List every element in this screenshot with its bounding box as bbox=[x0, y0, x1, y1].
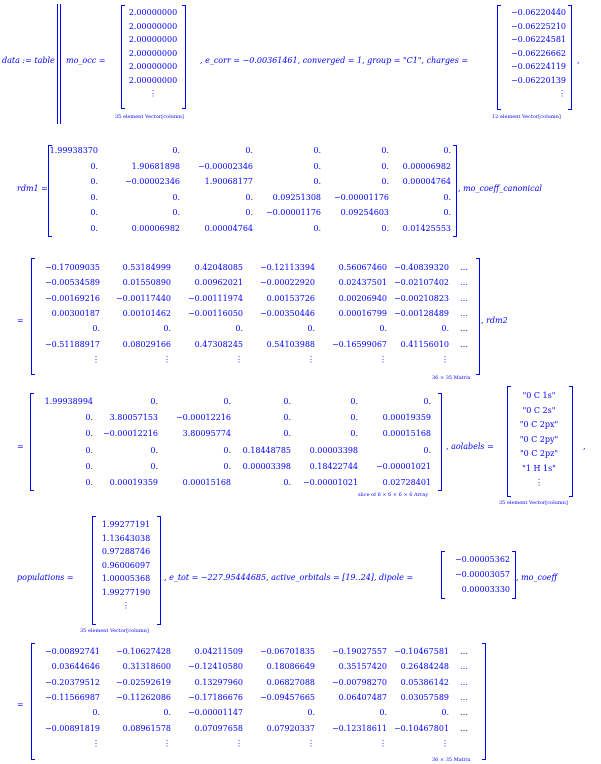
mo-occ-bracket-left bbox=[121, 5, 125, 109]
rdm1-cell: 1.90681898 bbox=[131, 161, 180, 171]
mo-coeff-cell: 0.13297960 bbox=[194, 677, 243, 687]
dipole-vector bbox=[446, 552, 510, 597]
canonical-cell: −0.00350446 bbox=[259, 308, 315, 318]
charges-entry: −0.06220139 bbox=[510, 75, 566, 85]
rdm2-cell: 3.80095774 bbox=[182, 429, 231, 439]
rdm1-cell: 0. bbox=[381, 223, 389, 233]
canonical-cell: −0.00128489 bbox=[393, 308, 449, 318]
rdm1-cell: −0.00001176 bbox=[265, 208, 321, 217]
canonical-cell: −0.00117440 bbox=[115, 293, 171, 303]
canonical-cell: … bbox=[460, 278, 468, 288]
canonical-cell: 0.54103988 bbox=[266, 339, 315, 349]
canonical-equals: = bbox=[17, 316, 24, 325]
mo-coeff-cell: 0. bbox=[163, 708, 171, 718]
rdm2-cell: 0.00015168 bbox=[182, 478, 231, 487]
mo-occ-bracket-right bbox=[182, 5, 186, 109]
rdm1-cell: 0. bbox=[90, 208, 98, 217]
rdm2-cell: 0. bbox=[350, 397, 358, 406]
mo-coeff-cell: 0.07097658 bbox=[194, 723, 243, 733]
rdm2-cell: 0.18448785 bbox=[242, 445, 291, 455]
mo-coeff-cell: 0.03057589 bbox=[400, 692, 449, 702]
populations-bracket-right bbox=[157, 516, 161, 625]
canonical-cell: … bbox=[460, 324, 468, 334]
canonical-cell: −0.00116050 bbox=[187, 308, 243, 318]
mo-coeff-cell: 0. bbox=[92, 708, 100, 718]
rdm1-cell: 1.99938370 bbox=[49, 146, 98, 155]
rdm2-cell: 0. bbox=[223, 461, 231, 471]
rdm1-cell: 0. bbox=[313, 223, 321, 233]
aolabel-entry: "0 C 2py" bbox=[519, 434, 559, 444]
mo-coeff-cell: −0.10467801 bbox=[393, 723, 449, 733]
rdm1-cell: 0. bbox=[90, 223, 98, 233]
rdm1-bracket-right bbox=[453, 145, 457, 237]
rdm2-cell: 0. bbox=[150, 461, 158, 471]
charges-vector bbox=[502, 6, 566, 101]
mo-coeff-cell: 0.31318600 bbox=[122, 662, 171, 672]
etot-active-orbitals-dipole-text: , e_tot = −227.95444685, active_orbitals = [19..24], dipole = bbox=[164, 573, 414, 582]
mo-occ-entry: 2.00000000 bbox=[128, 62, 178, 71]
mo-coeff-cell: … bbox=[460, 647, 468, 656]
rdm2-caption: slice of 6 × 6 × 6 × 6 Array bbox=[358, 492, 429, 498]
rdm1-cell: 0. bbox=[381, 161, 389, 171]
rdm2-cell: 0.18422744 bbox=[309, 461, 358, 471]
canonical-cell: 0. bbox=[163, 324, 171, 334]
mo-coeff-cell: −0.06701835 bbox=[259, 647, 315, 656]
rdm1-cell: −0.00002346 bbox=[124, 177, 180, 186]
mo-occ-entry: 2.00000000 bbox=[128, 8, 178, 17]
canonical-cell: 0.00962021 bbox=[194, 278, 243, 288]
population-entry: 1.13643038 bbox=[101, 533, 151, 543]
charges-entry: ⋮ bbox=[558, 89, 566, 98]
mo-coeff-cell: 0.03644646 bbox=[51, 662, 100, 672]
rdm1-cell: 0. bbox=[172, 146, 180, 155]
rdm1-cell: 0. bbox=[245, 208, 253, 217]
charges-entry: −0.06220440 bbox=[510, 8, 566, 17]
rdm1-cell: 0.09251308 bbox=[272, 192, 321, 202]
rdm2-cell: 0. bbox=[350, 429, 358, 439]
mo-coeff-cell: … bbox=[460, 708, 468, 718]
population-entry: ⋮ bbox=[122, 601, 130, 610]
rdm1-cell: 0.00004764 bbox=[402, 177, 451, 186]
charges-bracket-left bbox=[497, 5, 501, 110]
mo-coeff-cell: 0.18086649 bbox=[266, 662, 315, 672]
mo-coeff-cell: … bbox=[460, 677, 468, 687]
mo-coeff-cell: −0.19027557 bbox=[331, 647, 387, 656]
aolabels-label: , aolabels = bbox=[446, 442, 494, 451]
mo-coeff-cell: … bbox=[460, 692, 468, 702]
rdm2-trailing-comma: , bbox=[583, 442, 586, 451]
dipole-entry: 0.00003330 bbox=[461, 585, 510, 594]
rdm2-cell: 0. bbox=[85, 413, 93, 423]
aolabel-entry: "0 C 2px" bbox=[519, 420, 559, 429]
e-corr-converged-group-text: , e_corr = −0.00361461, converged = 1, group = "C1", charges = bbox=[200, 56, 469, 65]
canonical-cell: ⋮ bbox=[235, 354, 243, 364]
rdm2-cell: 1.99938994 bbox=[44, 397, 93, 406]
canonical-cell: ⋮ bbox=[307, 354, 315, 364]
canonical-cell: 0. bbox=[307, 324, 315, 334]
mo-coeff-cell: ⋮ bbox=[307, 738, 315, 748]
canonical-cell: 0.47308245 bbox=[194, 339, 243, 349]
populations-vector bbox=[97, 518, 155, 613]
mo-coeff-cell: −0.10627428 bbox=[115, 647, 171, 656]
canonical-cell: −0.00111974 bbox=[187, 293, 243, 303]
rdm2-cell: 0. bbox=[283, 413, 291, 423]
rdm1-cell: −0.00002346 bbox=[197, 161, 253, 171]
rdm1-cell: 0. bbox=[90, 192, 98, 202]
canonical-cell: ⋮ bbox=[92, 354, 100, 364]
mo-coeff-cell: ⋮ bbox=[92, 738, 100, 748]
rdm2-equals: = bbox=[17, 442, 24, 451]
mo-occ-caption: 35 element Vector[column] bbox=[115, 114, 184, 120]
rdm1-cell: 0. bbox=[381, 177, 389, 186]
canonical-cell: −0.00534589 bbox=[44, 278, 100, 288]
canonical-cell: ⋮ bbox=[163, 354, 171, 364]
mo-occ-entry: 2.00000000 bbox=[128, 35, 178, 44]
aolabel-entry: "0 C 2s" bbox=[522, 405, 556, 415]
rdm1-cell: 0. bbox=[313, 161, 321, 171]
mo-coeff-cell: ⋮ bbox=[441, 738, 449, 748]
mo-coeff-cell: −0.10467581 bbox=[393, 647, 449, 656]
rdm1-cell: 0. bbox=[443, 146, 451, 155]
mo-coeff-cell: 0.06407487 bbox=[338, 692, 387, 702]
rdm2-bracket-right bbox=[438, 393, 442, 491]
rdm1-cell: 0.01425553 bbox=[402, 223, 451, 233]
rdm2-cell: 0.00003398 bbox=[242, 461, 291, 471]
mo-coeff-cell: 0.08961578 bbox=[122, 723, 171, 733]
rdm1-cell: 0.00006982 bbox=[131, 223, 180, 233]
population-entry: 1.99277190 bbox=[101, 587, 151, 597]
rdm2-cell: 0. bbox=[283, 478, 291, 487]
dipole-entry: −0.00005362 bbox=[454, 555, 510, 564]
populations-label: populations = bbox=[17, 573, 74, 582]
mo-coeff-cell: 0.35157420 bbox=[338, 662, 387, 672]
canonical-bracket-right bbox=[476, 258, 480, 375]
mo-occ-entry: 2.00000000 bbox=[128, 48, 178, 58]
canonical-cell: 0.08029166 bbox=[122, 339, 171, 349]
canonical-cell: 0.01550890 bbox=[122, 278, 171, 288]
mo-coeff-cell: ⋮ bbox=[235, 738, 243, 748]
rdm1-cell: 0. bbox=[313, 146, 321, 155]
canonical-cell: −0.00169216 bbox=[44, 293, 100, 303]
canonical-cell: … bbox=[460, 308, 468, 318]
dipole-entry: −0.00003057 bbox=[454, 570, 510, 579]
charges-entry: −0.06226662 bbox=[510, 48, 566, 58]
rdm2-cell: 0. bbox=[85, 461, 93, 471]
canonical-cell: 0.00206940 bbox=[338, 293, 387, 303]
mo-coeff-cell: −0.00001147 bbox=[187, 708, 243, 718]
canonical-cell: −0.02107402 bbox=[393, 278, 449, 288]
rdm2-cell: 0. bbox=[85, 478, 93, 487]
rdm1-cell: 0. bbox=[245, 192, 253, 202]
rdm1-cell: 0. bbox=[245, 146, 253, 155]
mo-coeff-cell: −0.12410580 bbox=[187, 662, 243, 672]
rdm1-cell: 0.00004764 bbox=[204, 223, 253, 233]
mo-coeff-cell: −0.00798270 bbox=[331, 677, 387, 687]
mo-coeff-cell: −0.12318611 bbox=[331, 723, 387, 733]
mo-coeff-cell: −0.00892741 bbox=[44, 647, 100, 656]
rdm1-cell: 0. bbox=[172, 192, 180, 202]
rdm2-cell: 0.00019359 bbox=[382, 413, 431, 423]
canonical-cell: 0.56067460 bbox=[338, 263, 387, 272]
canonical-cell: ⋮ bbox=[441, 354, 449, 364]
canonical-cell: 0.41156010 bbox=[400, 339, 449, 349]
table-bracket-left-inner bbox=[60, 4, 61, 124]
mo-coeff-canonical-label: , mo_coeff_canonical bbox=[458, 184, 542, 193]
mo-coeff-cell: −0.17186676 bbox=[187, 692, 243, 702]
mo-coeff-cell: −0.11262086 bbox=[115, 692, 171, 702]
mo-occ-label: mo_occ = bbox=[66, 56, 106, 65]
canonical-cell: −0.16599067 bbox=[331, 339, 387, 349]
charges-entry: −0.06225210 bbox=[510, 21, 566, 31]
rdm2-cell: 0. bbox=[85, 445, 93, 455]
rdm2-cell: 0. bbox=[223, 397, 231, 406]
charges-entry: −0.06224581 bbox=[510, 35, 566, 44]
charges-entry: −0.06224119 bbox=[510, 62, 566, 71]
canonical-caption: 36 × 35 Matrix bbox=[432, 375, 471, 381]
aolabels-vector bbox=[511, 389, 567, 491]
canonical-cell: 0.53184999 bbox=[122, 263, 171, 272]
canonical-cell: … bbox=[460, 339, 468, 349]
rdm2-cell: 0. bbox=[283, 429, 291, 439]
mo-coeff-cell: … bbox=[460, 723, 468, 733]
rdm1-cell: 0. bbox=[443, 192, 451, 202]
mo-coeff-cell: −0.20379512 bbox=[44, 677, 100, 687]
canonical-cell: 0. bbox=[235, 324, 243, 334]
mo-coeff-equals: = bbox=[17, 700, 24, 709]
rdm2-cell: 0. bbox=[150, 445, 158, 455]
population-entry: 0.96006097 bbox=[101, 560, 151, 570]
line1-trailing-comma: , bbox=[577, 56, 580, 65]
mo-coeff-cell: 0.07920337 bbox=[266, 723, 315, 733]
rdm2-cell: 0.02728401 bbox=[382, 478, 431, 487]
mo-coeff-bracket-right bbox=[482, 643, 486, 760]
canonical-cell: −0.40839320 bbox=[393, 263, 449, 272]
mo-coeff-cell: … bbox=[460, 662, 468, 672]
rdm1-cell: 0.09254603 bbox=[340, 208, 389, 217]
charges-bracket-right bbox=[568, 5, 572, 110]
rdm2-cell: 0. bbox=[350, 413, 358, 423]
aolabel-entry: ⋮ bbox=[535, 478, 543, 487]
mo-coeff-cell: 0.05386142 bbox=[400, 677, 449, 687]
rdm2-cell: −0.00001021 bbox=[375, 461, 431, 471]
populations-bracket-left bbox=[92, 516, 96, 625]
mo-coeff-cell: 0.04211509 bbox=[194, 647, 243, 656]
rdm2-label: , rdm2 bbox=[481, 316, 508, 325]
canonical-cell: 0.02437501 bbox=[338, 278, 387, 288]
rdm1-label: rdm1 = bbox=[17, 184, 48, 193]
rdm1-cell: 0. bbox=[172, 208, 180, 217]
canonical-cell: 0.00300187 bbox=[51, 308, 100, 318]
rdm1-cell: 0. bbox=[443, 208, 451, 217]
canonical-cell: −0.17009035 bbox=[44, 263, 100, 272]
rdm1-cell: 1.90068177 bbox=[204, 177, 253, 186]
rdm1-cell: 0. bbox=[90, 177, 98, 186]
canonical-cell: 0.42048085 bbox=[194, 263, 243, 272]
mo-occ-entry: ⋮ bbox=[149, 89, 157, 98]
aolabel-entry: "1 H 1s" bbox=[522, 463, 556, 473]
mo-occ-vector bbox=[127, 6, 179, 101]
canonical-cell: −0.51188917 bbox=[44, 339, 100, 349]
aolabels-caption: 35 element Vector[column] bbox=[499, 500, 568, 506]
mo-coeff-cell: 0. bbox=[441, 708, 449, 718]
rdm1-cell: −0.00001176 bbox=[333, 192, 389, 202]
aolabel-entry: "0 C 2pz" bbox=[519, 449, 559, 458]
canonical-cell: −0.00210823 bbox=[393, 293, 449, 303]
mo-coeff-cell: −0.11566987 bbox=[44, 692, 100, 702]
canonical-cell: … bbox=[460, 293, 468, 303]
mo-coeff-cell: ⋮ bbox=[163, 738, 171, 748]
rdm2-bracket-left bbox=[30, 393, 34, 491]
canonical-cell: −0.12113394 bbox=[259, 263, 315, 272]
charges-caption: 12 element Vector[column] bbox=[492, 114, 561, 120]
mo-occ-entry: 2.00000000 bbox=[128, 21, 178, 31]
mo-coeff-label: , mo_coeff bbox=[516, 573, 558, 582]
mo-occ-entry: 2.00000000 bbox=[128, 75, 178, 85]
rdm2-cell: 0. bbox=[223, 445, 231, 455]
canonical-cell: … bbox=[460, 263, 468, 272]
mo-coeff-cell: 0.26484248 bbox=[400, 662, 449, 672]
mo-coeff-cell: ⋮ bbox=[379, 738, 387, 748]
mo-coeff-cell: −0.02592619 bbox=[115, 677, 171, 687]
rdm2-cell: 0.00003398 bbox=[309, 445, 358, 455]
rdm1-cell: 0. bbox=[313, 177, 321, 186]
population-entry: 1.00005368 bbox=[101, 574, 151, 583]
rdm2-cell: 0.00015168 bbox=[382, 429, 431, 439]
canonical-cell: 0.00153726 bbox=[266, 293, 315, 303]
mo-coeff-cell: −0.00891819 bbox=[44, 723, 100, 733]
dipole-bracket-left bbox=[441, 551, 445, 599]
population-entry: 0.97288746 bbox=[101, 547, 151, 556]
populations-caption: 35 element Vector[column] bbox=[80, 628, 149, 634]
mo-coeff-cell: −0.09457665 bbox=[259, 692, 315, 702]
rdm2-cell: 0. bbox=[85, 429, 93, 439]
rdm2-cell: −0.00012216 bbox=[102, 429, 158, 439]
rdm1-cell: 0. bbox=[90, 161, 98, 171]
mo-coeff-cell: 0.06827088 bbox=[266, 677, 315, 687]
data-assignment-label: data := table bbox=[2, 56, 55, 65]
canonical-cell: 0.00101462 bbox=[122, 308, 171, 318]
mo-coeff-caption: 36 × 35 Matrix bbox=[432, 757, 471, 763]
population-entry: 1.99277191 bbox=[101, 520, 151, 529]
mo-coeff-cell: 0. bbox=[379, 708, 387, 718]
mo-coeff-cell: 0. bbox=[307, 708, 315, 718]
aolabel-entry: "0 C 1s" bbox=[522, 391, 556, 400]
rdm2-cell: −0.00001021 bbox=[302, 478, 358, 487]
canonical-cell: −0.00022920 bbox=[259, 278, 315, 288]
canonical-cell: 0.00016799 bbox=[338, 308, 387, 318]
canonical-cell: 0. bbox=[92, 324, 100, 334]
rdm2-cell: 0. bbox=[423, 445, 431, 455]
rdm1-cell: 0. bbox=[381, 146, 389, 155]
canonical-cell: 0. bbox=[441, 324, 449, 334]
aolabels-bracket-right bbox=[569, 386, 573, 497]
rdm2-cell: 0. bbox=[150, 397, 158, 406]
rdm1-cell: 0.00006982 bbox=[402, 161, 451, 171]
rdm2-cell: 0. bbox=[423, 397, 431, 406]
rdm2-cell: 0.00019359 bbox=[109, 478, 158, 487]
rdm2-cell: 3.80057153 bbox=[109, 413, 158, 423]
table-bracket-left-outer bbox=[57, 4, 58, 124]
rdm2-cell: 0. bbox=[283, 397, 291, 406]
rdm2-cell: −0.00012216 bbox=[175, 413, 231, 423]
canonical-cell: ⋮ bbox=[379, 354, 387, 364]
canonical-cell: 0. bbox=[379, 324, 387, 334]
